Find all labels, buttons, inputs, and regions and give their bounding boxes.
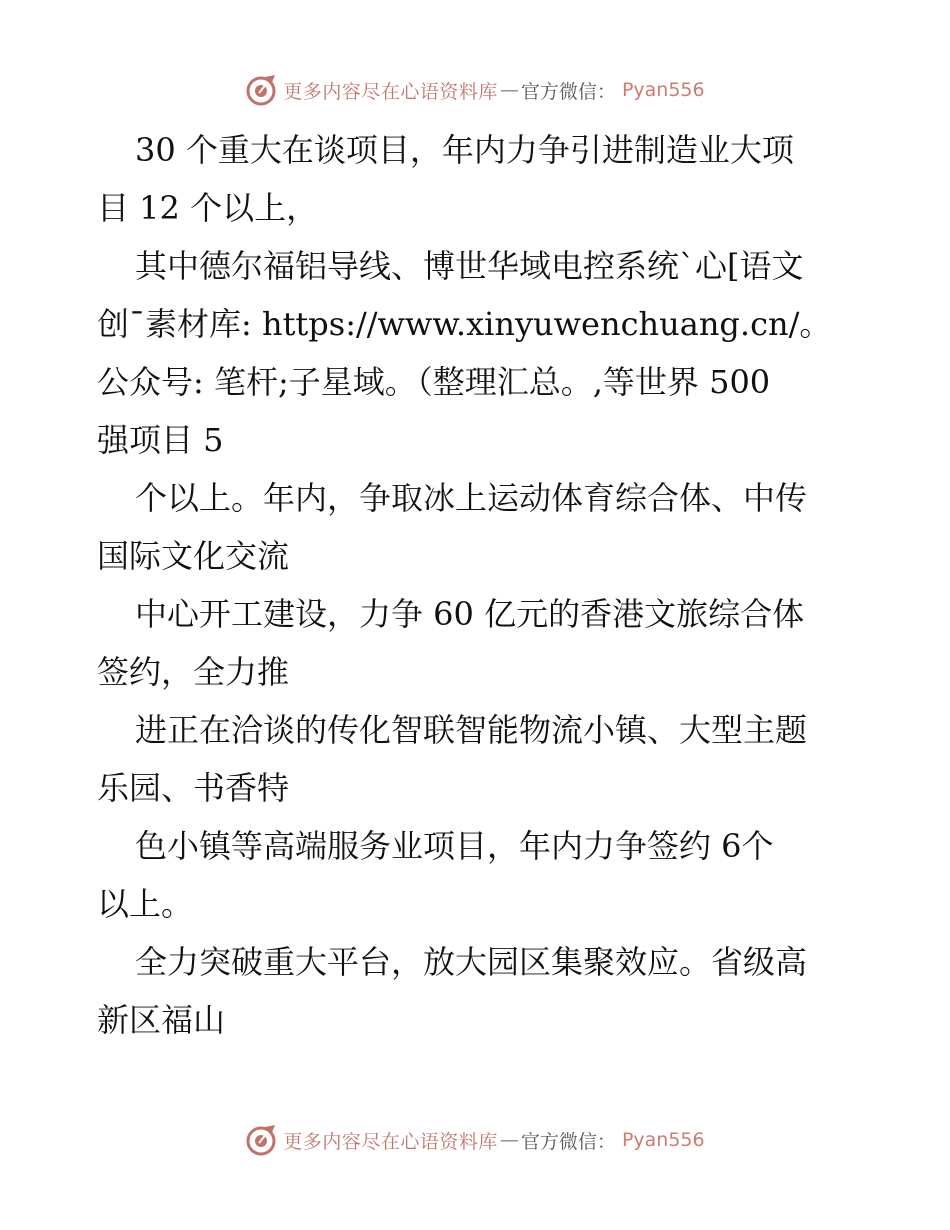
watermark-main-text: 更多内容尽在心语资料库 (283, 80, 498, 103)
watermark-label: 官方微信： (520, 1130, 616, 1153)
text-line: 强项目 5 (97, 421, 224, 459)
text-line: 国际文化交流 (97, 537, 290, 575)
watermark-separator: — (499, 1129, 519, 1151)
watermark-main-text: 更多内容尽在心语资料库 (283, 1130, 498, 1153)
watermark-wechat-id: Pyan556 (621, 79, 705, 101)
text-line: 进正在洽谈的传化智联智能物流小镇、大型主题 (135, 711, 808, 749)
text-line: 中心开工建设，力争 60 亿元的香港文旅综合体 (135, 595, 805, 633)
watermark-wechat-id: Pyan556 (621, 1129, 705, 1151)
text-line: 30 个重大在谈项目，年内力争引进制造业大项 (135, 131, 794, 169)
seal-pen-logo-icon (245, 73, 279, 107)
watermark-footer (0, 1120, 950, 1160)
watermark-separator: — (499, 79, 519, 101)
seal-pen-logo-icon (245, 1123, 279, 1157)
text-line: 全力突破重大平台，放大园区集聚效应。省级高 (135, 943, 808, 981)
text-line: 签约，全力推 (97, 653, 290, 691)
text-line: 色小镇等高端服务业项目，年内力争签约 6个 (135, 827, 774, 865)
text-line: 目 12 个以上， (97, 189, 319, 227)
text-line: 创¯素材库: https://www.xinyuwenchuang.cn/。 (97, 305, 832, 343)
text-line: 乐园、书香特 (97, 769, 290, 807)
watermark-header (0, 70, 950, 110)
text-line: 公众号: 笔杆;子星域。（整理汇总。,等世界 500 (97, 363, 771, 401)
watermark-label: 官方微信： (520, 80, 616, 103)
text-line: 新区福山 (97, 1001, 226, 1039)
text-line: 个以上。年内，争取冰上运动体育综合体、中传 (135, 479, 808, 517)
document-body (97, 121, 857, 1049)
text-line: 其中德尔福铝导线、博世华域电控系统ˋ心[语文 (135, 247, 804, 285)
text-line: 以上。 (97, 885, 194, 923)
